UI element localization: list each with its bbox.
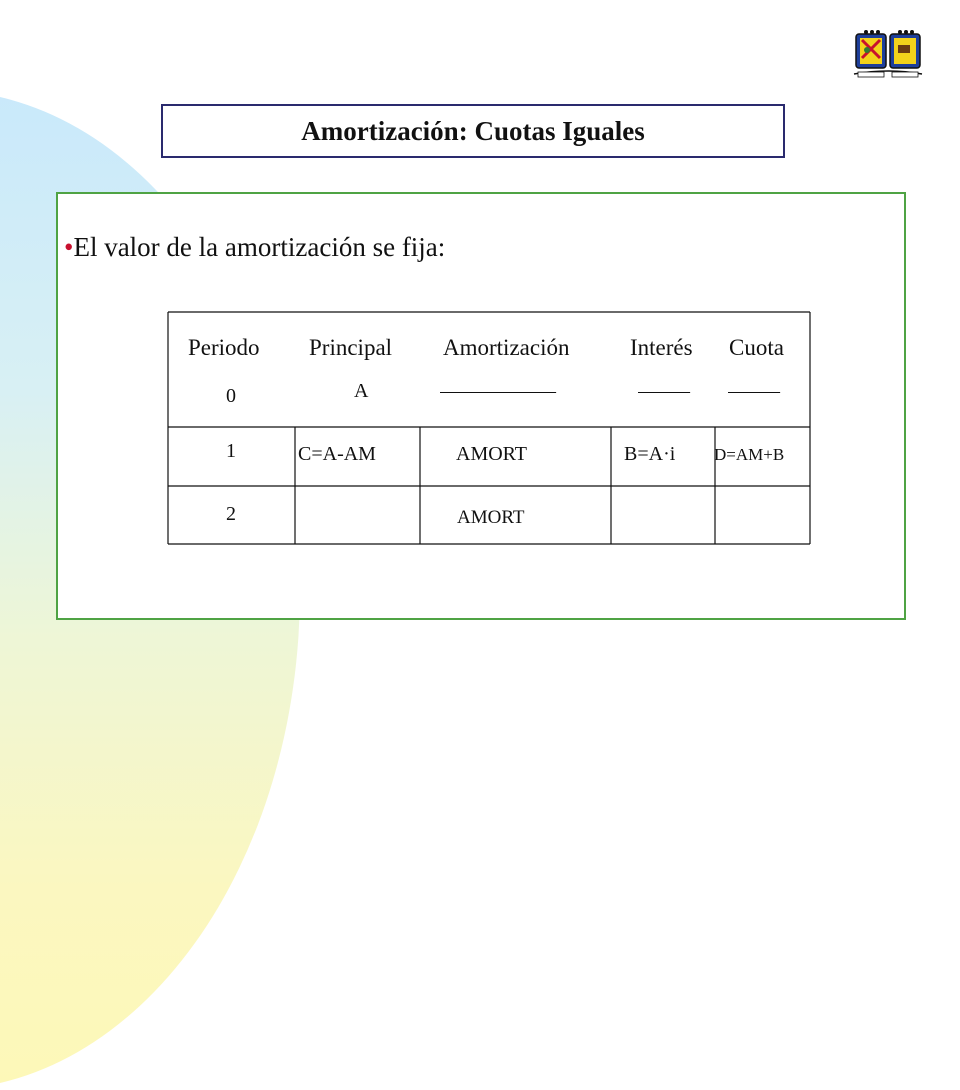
cell-periodo: 0 bbox=[226, 385, 236, 407]
cell-cuota-dash: ——— bbox=[728, 380, 776, 402]
header-interes: Interés bbox=[630, 335, 693, 360]
bullet-text: El valor de la amortización se fija: bbox=[73, 232, 446, 262]
cell-cuota: D=AM+B bbox=[714, 445, 785, 464]
header-periodo: Periodo bbox=[188, 335, 260, 360]
cell-interes-dash: ——— bbox=[638, 380, 686, 402]
cell-principal: C=A-AM bbox=[298, 443, 376, 465]
slide-title: Amortización: Cuotas Iguales bbox=[301, 115, 645, 146]
cell-interes: B=A·i bbox=[624, 443, 676, 465]
header-amortizacion: Amortización bbox=[443, 335, 570, 360]
bullet-marker: • bbox=[64, 232, 74, 262]
cell-amortizacion-dash: ——————— bbox=[440, 380, 552, 402]
cell-amortizacion: AMORT bbox=[457, 507, 525, 528]
cell-periodo: 1 bbox=[226, 440, 236, 462]
cell-periodo: 2 bbox=[226, 503, 236, 525]
header-cuota: Cuota bbox=[729, 335, 784, 360]
cell-amortizacion: AMORT bbox=[456, 443, 528, 465]
cell-principal: A bbox=[354, 380, 369, 402]
header-principal: Principal bbox=[309, 335, 393, 360]
